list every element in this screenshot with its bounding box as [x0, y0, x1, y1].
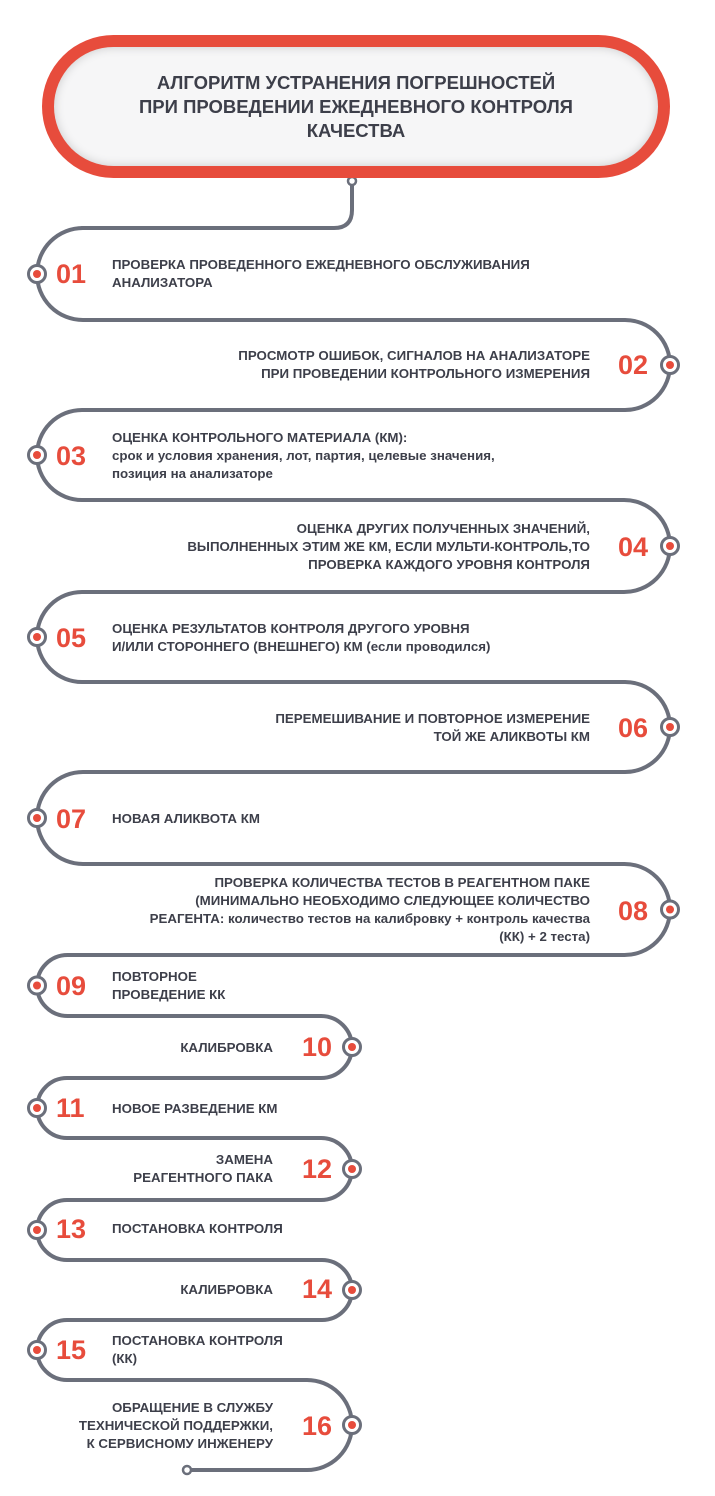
step-number-06: 06 — [617, 713, 648, 743]
step-number-01: 01 — [56, 259, 87, 289]
step-text-03: ОЦЕНКА КОНТРОЛЬНОГО МАТЕРИАЛА (КМ): срок и условия хранения, лот, партия, целевые значения, позиция на анализаторе — [112, 430, 495, 481]
step-dot-center-02 — [666, 361, 674, 369]
step-text-04: ОЦЕНКА ДРУГИХ ПОЛУЧЕННЫХ ЗНАЧЕНИЙ, ВЫПОЛНЕННЫХ ЭТИМ ЖЕ КМ, ЕСЛИ МУЛЬТИ-КОНТРОЛЬ,ТО ПРОВЕРКА КАЖДОГО УРОВНЯ КОНТРОЛЯ — [187, 521, 590, 572]
step-dot-center-07 — [33, 814, 41, 822]
step-number-15: 15 — [56, 1335, 87, 1365]
step-text-14: КАЛИБРОВКА — [180, 1282, 273, 1297]
step-text-16: ОБРАЩЕНИЕ В СЛУЖБУ ТЕХНИЧЕСКОЙ ПОДДЕРЖКИ, К СЕРВИСНОМУ ИНЖЕНЕРУ — [78, 1400, 273, 1451]
step-number-02: 02 — [617, 350, 648, 380]
step-dot-center-09 — [33, 982, 41, 990]
step-dot-center-08 — [666, 906, 674, 914]
step-text-10: КАЛИБРОВКА — [180, 1040, 273, 1055]
step-text-15: ПОСТАНОВКА КОНТРОЛЯ (КК) — [112, 1333, 283, 1366]
end-dot — [183, 1466, 191, 1474]
step-dot-center-12 — [348, 1165, 356, 1173]
step-text-11: НОВОЕ РАЗВЕДЕНИЕ КМ — [112, 1101, 278, 1116]
step-number-14: 14 — [301, 1274, 332, 1304]
step-dot-center-03 — [33, 451, 41, 459]
step-dot-center-01 — [33, 270, 41, 278]
step-text-05: ОЦЕНКА РЕЗУЛЬТАТОВ КОНТРОЛЯ ДРУГОГО УРОВНЯ И/ИЛИ СТОРОННЕГО (ВНЕШНЕГО) КМ (если проводился) — [112, 621, 491, 654]
step-text-12: ЗАМЕНА РЕАГЕНТНОГО ПАКА — [133, 1152, 273, 1185]
step-number-03: 03 — [56, 441, 87, 471]
step-text-08: ПРОВЕРКА КОЛИЧЕСТВА ТЕСТОВ В РЕАГЕНТНОМ ПАКЕ (МИНИМАЛЬНО НЕОБХОДИМО СЛЕДУЮЩЕЕ КОЛИЧЕСТВО РЕАГЕНТА: количество тестов на калибровку + контроль качества (КК) + 2 теста) — [149, 875, 590, 944]
step-text-02: ПРОСМОТР ОШИБОК, СИГНАЛОВ НА АНАЛИЗАТОРЕ ПРИ ПРОВЕДЕНИИ КОНТРОЛЬНОГО ИЗМЕРЕНИЯ — [238, 348, 590, 381]
step-dot-center-10 — [348, 1043, 356, 1051]
step-number-13: 13 — [56, 1214, 87, 1244]
step-dot-center-13 — [33, 1226, 41, 1234]
step-number-16: 16 — [301, 1411, 332, 1441]
step-text-09: ПОВТОРНОЕ ПРОВЕДЕНИЕ КК — [112, 969, 226, 1002]
step-dot-center-04 — [666, 542, 674, 550]
step-dot-center-05 — [33, 633, 41, 641]
step-number-09: 09 — [56, 971, 87, 1001]
step-dot-center-16 — [348, 1421, 356, 1429]
step-dot-center-11 — [33, 1104, 41, 1112]
step-dot-center-15 — [33, 1346, 41, 1354]
step-number-10: 10 — [301, 1032, 332, 1062]
page-title: АЛГОРИТМ УСТРАНЕНИЯ ПОГРЕШНОСТЕЙ ПРИ ПРОВЕДЕНИИ ЕЖЕДНЕВНОГО КОНТРОЛЯ КАЧЕСТВА — [139, 71, 573, 141]
header-badge — [42, 35, 670, 178]
header-inner — [54, 47, 658, 166]
step-number-04: 04 — [617, 532, 648, 562]
step-text-07: НОВАЯ АЛИКВОТА КМ — [112, 811, 260, 826]
step-number-07: 07 — [56, 804, 87, 834]
step-number-08: 08 — [617, 896, 648, 926]
header-connector — [82, 180, 352, 228]
step-number-05: 05 — [56, 623, 87, 653]
header-connector-dot — [348, 177, 356, 185]
step-text-01: ПРОВЕРКА ПРОВЕДЕННОГО ЕЖЕДНЕВНОГО ОБСЛУЖИВАНИЯ АНАЛИЗАТОРА — [112, 257, 530, 290]
step-number-11: 11 — [56, 1093, 85, 1123]
step-dot-center-06 — [666, 723, 674, 731]
step-number-12: 12 — [301, 1154, 332, 1184]
step-dot-center-14 — [348, 1286, 356, 1294]
step-text-13: ПОСТАНОВКА КОНТРОЛЯ — [112, 1221, 283, 1236]
step-text-06: ПЕРЕМЕШИВАНИЕ И ПОВТОРНОЕ ИЗМЕРЕНИЕ ТОЙ ЖЕ АЛИКВОТЫ КМ — [275, 711, 590, 744]
